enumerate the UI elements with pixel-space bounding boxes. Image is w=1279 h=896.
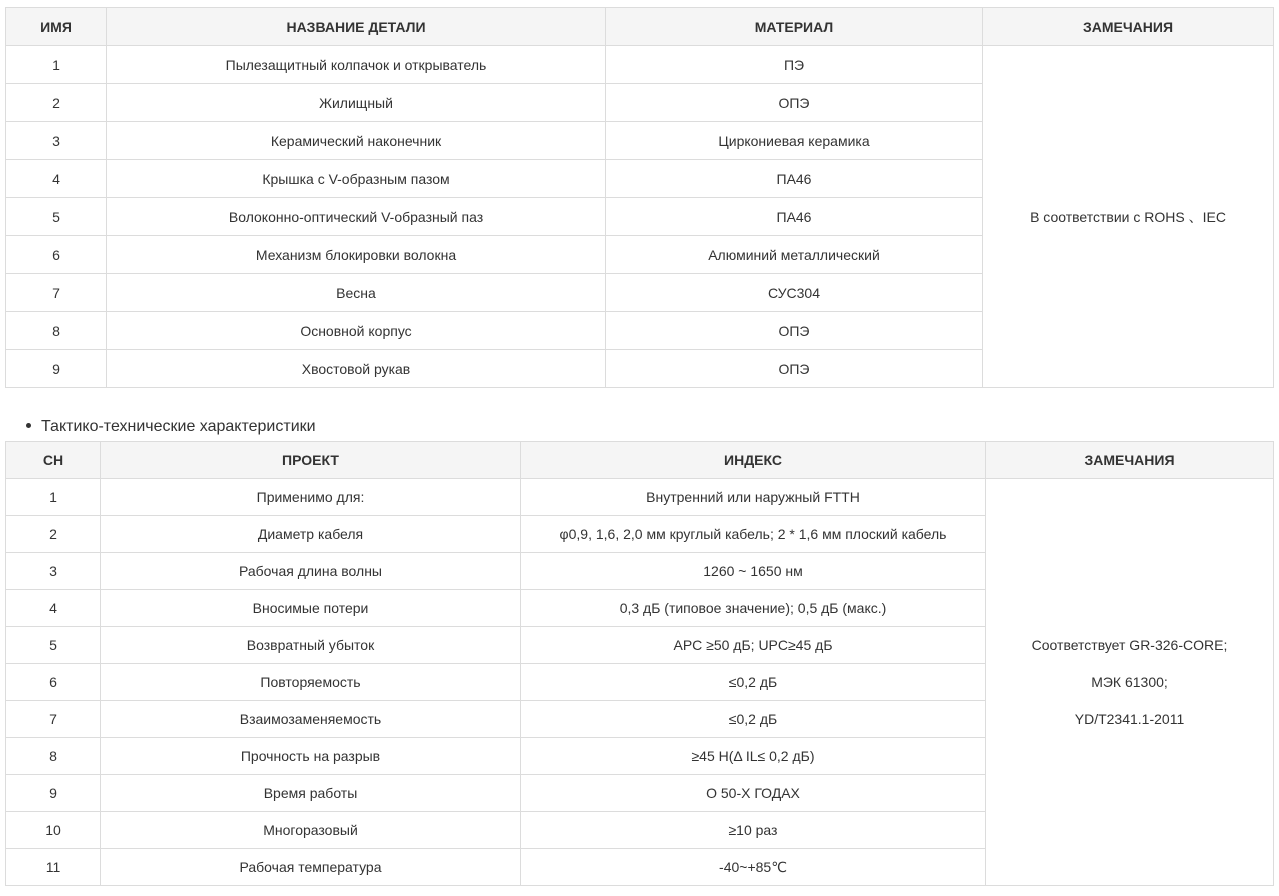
perf-header-row [6, 442, 1274, 479]
row-number: 8 [6, 312, 107, 350]
header-remarks: ЗАМЕЧАНИЯ [983, 8, 1274, 46]
header-name: ИМЯ [6, 8, 107, 46]
row-number: 7 [6, 274, 107, 312]
row-number: 9 [6, 775, 101, 812]
part-name: Крышка с V-образным пазом [107, 160, 606, 198]
part-name: Керамический наконечник [107, 122, 606, 160]
parameter: Многоразовый [101, 812, 521, 849]
part-name: Пылезащитный колпачок и открыватель [107, 46, 606, 84]
material: ОПЭ [606, 312, 983, 350]
table-row [6, 46, 1274, 84]
index-value: APC ≥50 дБ; UPC≥45 дБ [521, 627, 986, 664]
row-number: 3 [6, 122, 107, 160]
row-number: 2 [6, 516, 101, 553]
row-number: 2 [6, 84, 107, 122]
row-number: 5 [6, 198, 107, 236]
remark-line: YD/T2341.1-2011 [1074, 710, 1185, 727]
index-value: ≥10 раз [521, 812, 986, 849]
part-name: Механизм блокировки волокна [107, 236, 606, 274]
part-name: Весна [107, 274, 606, 312]
performance-table [5, 441, 1274, 886]
header-part-name: НАЗВАНИЕ ДЕТАЛИ [107, 8, 606, 46]
index-value: 0,3 дБ (типовое значение); 0,5 дБ (макс.) [521, 590, 986, 627]
parameter: Вносимые потери [101, 590, 521, 627]
index-value: О 50-Х ГОДАХ [521, 775, 986, 812]
material: ПА46 [606, 198, 983, 236]
parameter: Повторяемость [101, 664, 521, 701]
material: Циркониевая керамика [606, 122, 983, 160]
header-sn: СН [6, 442, 101, 479]
row-number: 6 [6, 664, 101, 701]
row-number: 5 [6, 627, 101, 664]
parameter: Рабочая длина волны [101, 553, 521, 590]
index-value: ≥45 Н(Δ IL≤ 0,2 дБ) [521, 738, 986, 775]
row-number: 4 [6, 590, 101, 627]
bullet-icon [26, 423, 31, 428]
row-number: 11 [6, 849, 101, 886]
index-value: φ0,9, 1,6, 2,0 мм круглый кабель; 2 * 1,6 мм плоский кабель [521, 516, 986, 553]
parameter: Рабочая температура [101, 849, 521, 886]
header-material: МАТЕРИАЛ [606, 8, 983, 46]
remark-line: МЭК 61300; [1091, 673, 1168, 690]
row-number: 6 [6, 236, 107, 274]
index-value: ≤0,2 дБ [521, 701, 986, 738]
material: СУС304 [606, 274, 983, 312]
perf-remark [986, 479, 1274, 886]
part-name: Волоконно-оптический V-образный паз [107, 198, 606, 236]
parts-header-row [6, 8, 1274, 46]
row-number: 10 [6, 812, 101, 849]
remark-line: Соответствует GR-326-CORE; [1031, 636, 1228, 653]
row-number: 3 [6, 553, 101, 590]
index-value: ≤0,2 дБ [521, 664, 986, 701]
section-heading [26, 416, 316, 438]
parameter: Применимо для: [101, 479, 521, 516]
row-number: 9 [6, 350, 107, 388]
row-number: 1 [6, 479, 101, 516]
material: ПА46 [606, 160, 983, 198]
part-name: Основной корпус [107, 312, 606, 350]
header-project: ПРОЕКТ [101, 442, 521, 479]
index-value: Внутренний или наружный FTTH [521, 479, 986, 516]
index-value: 1260 ~ 1650 нм [521, 553, 986, 590]
row-number: 7 [6, 701, 101, 738]
material: ОПЭ [606, 84, 983, 122]
material: ОПЭ [606, 350, 983, 388]
parts-remark: В соответствии с ROHS 、IEC [983, 46, 1274, 388]
header-remarks: ЗАМЕЧАНИЯ [986, 442, 1274, 479]
material: ПЭ [606, 46, 983, 84]
row-number: 4 [6, 160, 107, 198]
parameter: Возвратный убыток [101, 627, 521, 664]
section-heading-text: Тактико-технические характеристики [41, 418, 316, 435]
table-row [6, 479, 1274, 516]
header-index: ИНДЕКС [521, 442, 986, 479]
parameter: Взаимозаменяемость [101, 701, 521, 738]
parameter: Диаметр кабеля [101, 516, 521, 553]
row-number: 1 [6, 46, 107, 84]
row-number: 8 [6, 738, 101, 775]
material: Алюминий металлический [606, 236, 983, 274]
index-value: -40~+85℃ [521, 849, 986, 886]
part-name: Жилищный [107, 84, 606, 122]
parameter: Время работы [101, 775, 521, 812]
part-name: Хвостовой рукав [107, 350, 606, 388]
parts-table [5, 7, 1274, 388]
parameter: Прочность на разрыв [101, 738, 521, 775]
